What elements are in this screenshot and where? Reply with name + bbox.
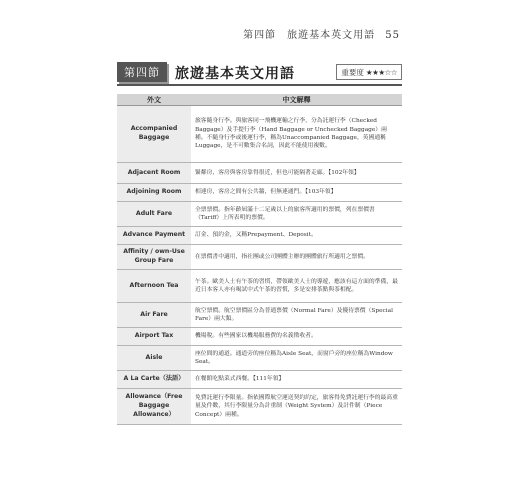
star-rating-icon: ★★★☆☆ (365, 67, 397, 77)
column-header-chinese: 中文解釋 (191, 94, 402, 106)
table-row (117, 371, 402, 389)
definition-cell: 旅客隨身行李。與旅客同一飛機運輸之行李，分為託運行李（Checked Baggage）及手提行李（Hand Baggage or Unchecked Baggage）兩種。不隨身行李或後運行李，稱為Unaccompanied Baggage，英國通稱Luggage，是不可數集合名詞，因此不能使用複數。 (191, 106, 402, 163)
table-row (117, 184, 402, 202)
definition-cell: 座位間的通道。通道旁的座位稱為Aisle Seat，而窗戶旁的座位稱為Window Seat。 (191, 346, 402, 371)
term-cell: Aisle (117, 346, 191, 371)
table-row (117, 202, 402, 227)
table-row (117, 106, 402, 163)
section-tag: 第四節 (117, 62, 167, 82)
table-row (117, 163, 402, 184)
table-header-row (117, 94, 402, 106)
table-row (117, 227, 402, 245)
table-row (117, 346, 402, 371)
definition-cell: 機場稅。有些國家以機場服務費的名義徵收者。 (191, 328, 402, 346)
table-row (117, 328, 402, 346)
definition-cell: 相連房，客房之間有公共牆，但無連通門。【103年領】 (191, 184, 402, 202)
table-row (117, 303, 402, 328)
definition-cell: 午茶。歐美人士有午茶的習慣，帶領歐美人士的導遊，應該有這方面的準備，最近日本客人亦有喝試中式午茶的習慣，多是安排茶點與茶相配。 (191, 270, 402, 303)
running-header (243, 26, 400, 41)
chapter-header-text: 第四節 旅遊基本英文用語 (243, 30, 376, 41)
page-number: 55 (385, 30, 400, 41)
term-cell: Air Fare (117, 303, 191, 328)
vocabulary-table (117, 94, 402, 425)
definition-cell: 在餐館吃點菜式西餐。【111年領】 (191, 371, 402, 389)
term-cell: Advance Payment (117, 227, 191, 245)
section-title: 旅遊基本英文用語 (175, 66, 295, 82)
term-cell: Affinity / own-Use Group Fare (117, 245, 191, 270)
definition-cell: 在票價書中適用，指社團或公司團體主辦的團體旅行所適用之票價。 (191, 245, 402, 270)
table-row (117, 245, 402, 270)
importance-rating (336, 64, 402, 80)
table-row (117, 270, 402, 303)
term-cell: Adult Fare (117, 202, 191, 227)
section-heading-bar (117, 62, 402, 86)
term-cell: Airport Tax (117, 328, 191, 346)
term-cell: Accompanied Baggage (117, 106, 191, 163)
importance-label: 重要度 (341, 67, 364, 77)
term-cell: Allowance（Free Baggage Allowance） (117, 389, 191, 425)
term-cell: Adjoining Room (117, 184, 191, 202)
term-cell: Afternoon Tea (117, 270, 191, 303)
definition-cell: 全票票價。指年齡屆滿十二足歲以上的旅客所適用的票價，列在票價書（Tariff）上所表明的票價。 (191, 202, 402, 227)
table-row (117, 389, 402, 425)
definition-cell: 免費託運行李限量。指依國際航空運送契約約定，旅客得免費託運行李的最高重量及件數，其行李限量分為計重制（Weight System）及計件制（Piece Concept）兩種。 (191, 389, 402, 425)
column-header-foreign: 外文 (117, 94, 191, 106)
term-cell: A La Carte（法語） (117, 371, 191, 389)
definition-cell: 緊鄰房，客房與客房靠得很近，但也可能隔著走廊。【102年領】 (191, 163, 402, 184)
definition-cell: 航空票價。航空票價區分為普通票價（Normal Fare）及優待票價（Special Fare）兩大類。 (191, 303, 402, 328)
definition-cell: 訂金、預約金，又稱Prepayment、Deposit。 (191, 227, 402, 245)
term-cell: Adjacent Room (117, 163, 191, 184)
